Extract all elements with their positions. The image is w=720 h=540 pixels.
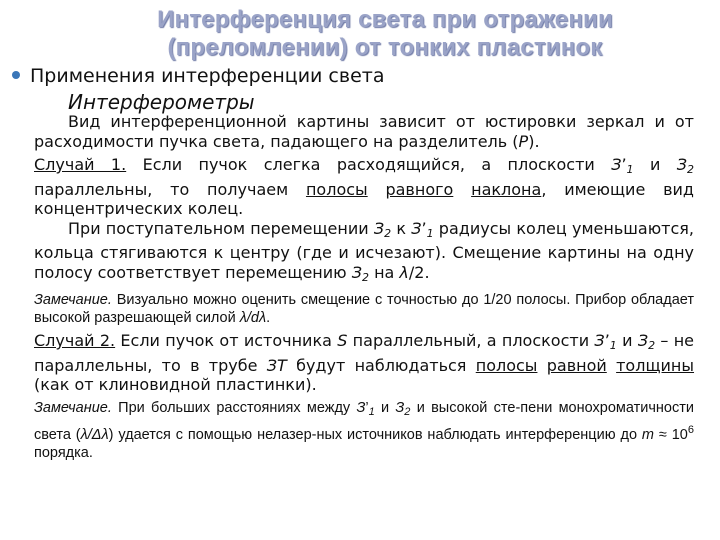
bullet-text: Применения интерференции света <box>30 65 385 87</box>
paragraph-case-2: Случай 2. Если пучок от источника S параллельный, а плоскости $З’_1$ и $З_2$ – не параллельны, то в трубе ЗТ будут наблюдаться полосы равной толщины (как от клиновидной пластинки). <box>34 331 695 394</box>
title-line-1: Интерференция света при отражении <box>157 6 613 33</box>
note-2: Замечание. При больших расстояниях между $З’_1$ и $З_2$ и высокой сте-пени монохроматичности света (λ/Δλ) удается с помощью нелазер-ных источников наблюдать интерференцию до $m \approx 10^6$ порядка. <box>34 399 694 461</box>
paragraph-displacement: При поступательном перемещении $З_2$ к $З’_1$ радиусы колец уменьшаются, кольца стягиваются к центру (где и исчезают). Смещение картины на одну полосу соответствует перемещению $З_2$ на λ/2. <box>34 218 694 284</box>
case-2-label: Случай 2. <box>34 331 116 350</box>
body-text <box>34 112 694 462</box>
note-1: Замечание. Визуально можно оценить смещение с точностью до 1/20 полосы. Прибор обладает высокой разрешающей силой λ/dλ. <box>34 292 694 326</box>
paragraph-intro: Вид интерференционной картины зависит от юстировки зеркал и от расходимости пучка света, падающего на разделитель (P). <box>34 112 694 151</box>
bullet-dot-icon <box>12 71 20 79</box>
title-line-2: (преломлении) от тонких пластинок <box>167 34 603 61</box>
case-1-label: Случай 1. <box>34 155 127 174</box>
section-subtitle: Интерферометры <box>68 90 255 114</box>
slide-title <box>60 6 710 62</box>
bullet-item <box>12 64 384 88</box>
paragraph-case-1: Случай 1. Если пучок слегка расходящийся, а плоскости $З’_1$ и $З_2$ параллельны, то получаем полосы равного наклона, имеющие вид концентрических колец. <box>34 155 694 218</box>
